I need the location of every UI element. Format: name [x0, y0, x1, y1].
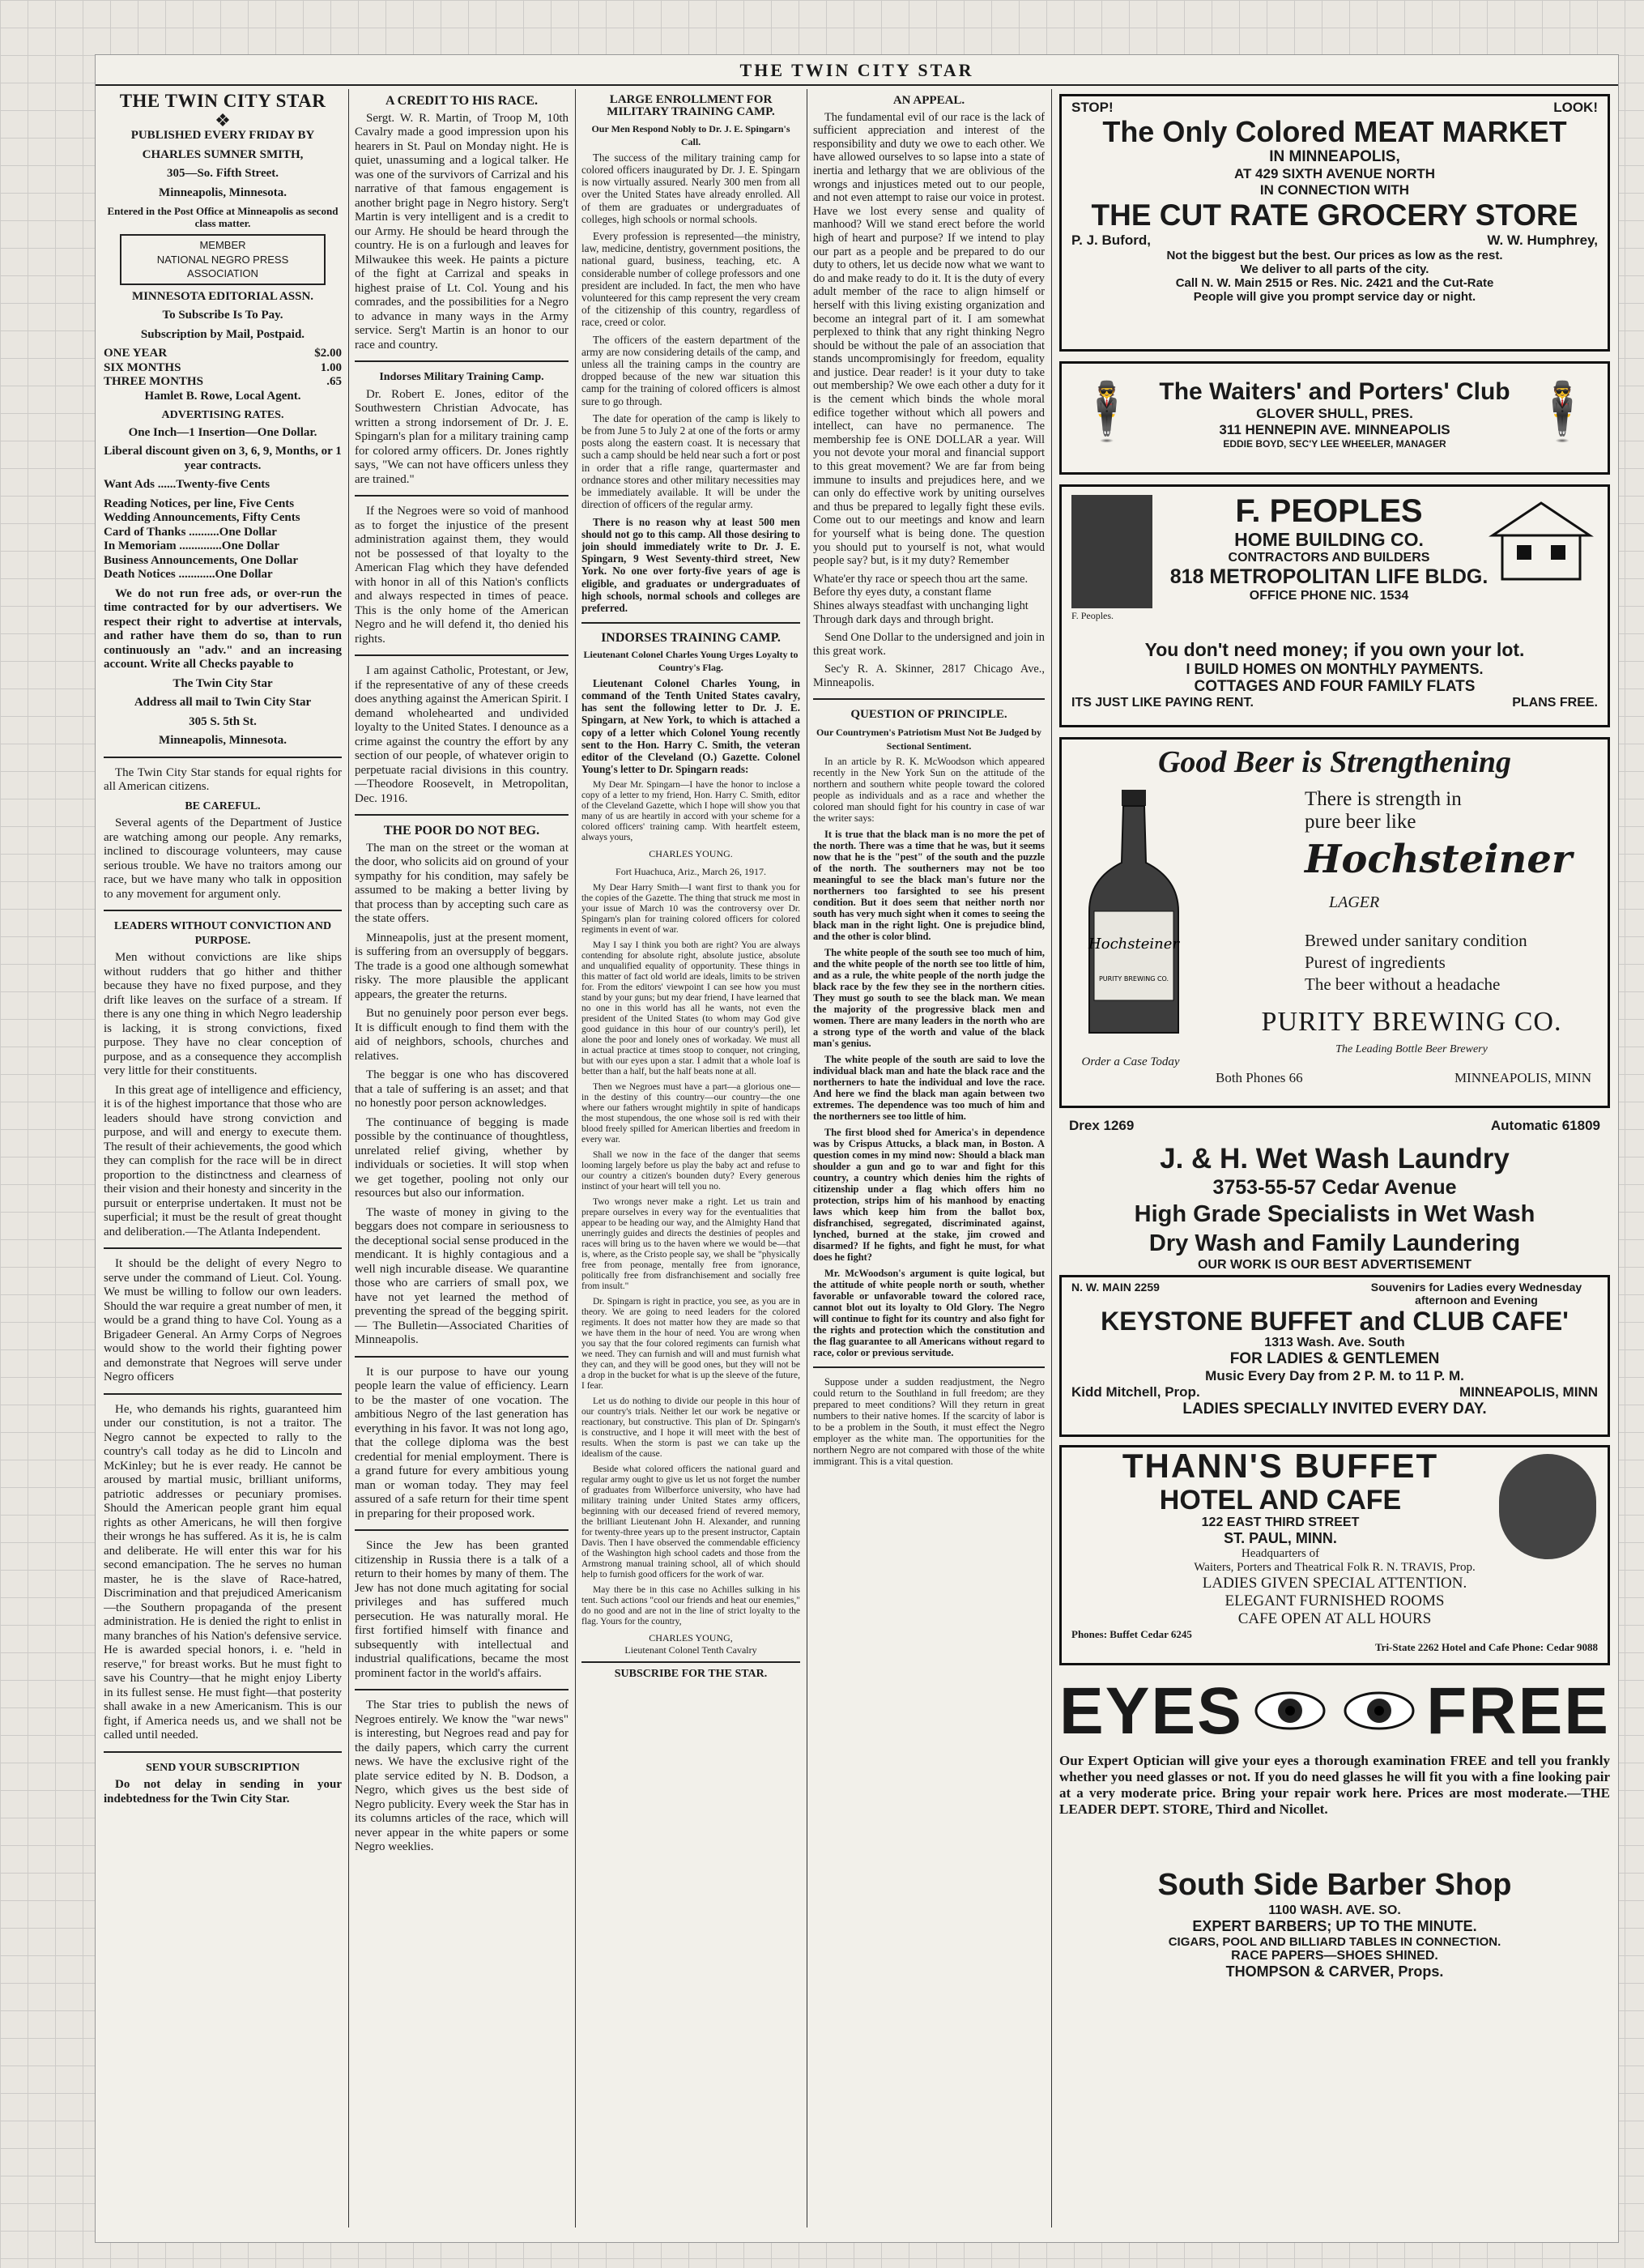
appeal-send: Send One Dollar to the undersigned and join in this great work.	[813, 631, 1045, 658]
ad-line: 818 METROPOLITAN LIFE BLDG.	[1169, 565, 1489, 588]
ad-line: Music Every Day from 2 P. M. to 11 P. M.	[1205, 1368, 1464, 1383]
adv-rate-line: Card of Thanks ..........One Dollar	[104, 525, 277, 539]
leaders-paragraph: In this great age of intelligence and efficiency, it is of the highest importance that those who are leaders should have strong conviction and purpose, and will and energy to execute them. The result of their achievements, the good which they can complish for the race will be in direct proportion to the distinctness and clearness of their vision and their honesty and sincerity in the pursuit or enterprise undertaken. It must not be superficial; it must be the result of great thought and deliberation.—The Atlanta Independent.	[104, 1083, 342, 1238]
principle-heading: QUESTION OF PRINCIPLE.	[850, 707, 1007, 721]
eye-icon	[1343, 1686, 1416, 1735]
free-heading: FREE	[1426, 1674, 1610, 1748]
ad-line: Headquarters of	[1241, 1547, 1320, 1560]
subscribe-heading: SUBSCRIBE FOR THE STAR.	[614, 1668, 768, 1681]
proprietor: Kidd Mitchell, Prop.	[1071, 1384, 1200, 1400]
brewery-city: MINNEAPOLIS, MINN	[1454, 1070, 1591, 1085]
portrait-photo	[1499, 1454, 1596, 1559]
ad-line: CAFE OPEN AT ALL HOURS	[1237, 1610, 1432, 1627]
letter-paragraph: Dr. Spingarn is right in practice, you see, as you are in theory. We are going to need leaders for the colored regiments. It does not matter how they are made so that we have them in the hour of need. You are wrong when you say that the four colored regiments can furnish what we need. They can furnish and will and must furnish what they can, and they will be good ones, but they will not be a drop in the bucket for what is up the sleeve of the future, I fear.	[581, 1296, 800, 1391]
ad-line: 1100 WASH. AVE. SO.	[1268, 1904, 1401, 1917]
meat-market-title: The Only Colored MEAT MARKET	[1102, 115, 1567, 148]
efficiency-text: It is our purpose to have our young people learn the value of efficiency. Learn to be the master of one vocation. The ambitious Negro of the last generation has everything in his favor. It was not long ago, that the college diploma was the best credential for menial employment. There is a grand future for every ambitious young man or woman today. They may feel assured of a safe return for their time spent in preparing for their proposed work.	[355, 1365, 569, 1520]
member-label: MEMBER	[199, 239, 246, 251]
rate-label: SIX MONTHS	[104, 360, 181, 374]
thanns-subtitle: HOTEL AND CAFE	[1159, 1485, 1402, 1516]
bottle-label-company: PURITY BREWING CO.	[1098, 975, 1169, 983]
column-4	[813, 89, 1045, 2228]
porter-figure-icon: 🕴	[1527, 382, 1598, 444]
letter-paragraph: Let us do nothing to divide our people in this hour of our country's trials. Neither let our work be negative or reactionary, but constructive. This plan of Dr. Spingarn's is constructive, and I hope it will meet with the best of results. When the storm is past we can take up the idealism of the cause.	[581, 1396, 800, 1459]
ad-line: ELEGANT FURNISHED ROOMS	[1224, 1592, 1445, 1609]
poem-line: Whate'er thy race or speech thou art the same.	[813, 572, 1029, 586]
send-subscription-heading: SEND YOUR SUBSCRIPTION	[145, 1761, 300, 1774]
principle-paragraph: Mr. McWoodson's argument is quite logical, but the attitude of white people north or south, whether favorable or unfavorable toward the colored race, cannot blot out its loyalty to Old Glory. The Negro will continue to fight for its country and also fight for the rights and protection which the constitution and the flag guarantee to all Americans without regard to race, color or previous servitude.	[813, 1268, 1045, 1359]
divider	[355, 814, 569, 816]
eyes-free-ad	[1059, 1675, 1610, 1861]
laundry-title: J. & H. Wet Wash Laundry	[1160, 1143, 1510, 1174]
postal-notice: Entered in the Post Office at Minneapolis as second class matter.	[107, 205, 339, 229]
ad-line: IN MINNEAPOLIS,	[1269, 148, 1400, 165]
indorses-camp-heading: INDORSES TRAINING CAMP.	[601, 631, 781, 646]
ad-line: Dry Wash and Family Laundering	[1148, 1230, 1521, 1256]
divider	[355, 495, 569, 497]
ad-line: FOR LADIES & GENTLEMEN	[1229, 1350, 1440, 1367]
ad-line: Tri-State 2262 Hotel and Cafe Phone: Cedar 9088	[1374, 1641, 1598, 1653]
local-agent: Hamlet B. Rowe, Local Agent.	[144, 389, 301, 403]
delight-paragraph: It should be the delight of every Negro to serve under the command of Lieut. Col. Young. We must be willing to follow our own leaders. Should the war require a great number of men, it would be a grand thing to have Col. Young as a Brigadeer General. An Army Corps of Negroes would show to the world their fighting power and demonstrate that Negroes will serve under Negro officers	[104, 1257, 342, 1383]
rate-price: 1.00	[320, 360, 342, 374]
ad-line: RACE PAPERS—SHOES SHINED.	[1231, 1949, 1438, 1963]
waiters-club-title: The Waiters' and Porters' Club	[1159, 378, 1510, 405]
loyalty-text: If the Negroes were so void of manhood as to forget the injustice of the present administration against them, they would not be possessed of that loyalty to the American Flag which they have defended with honor in all of this Nation's conflicts and always respected in times of peace. This is the only home of the American Negro and he will defend it, tho denied his rights.	[355, 505, 569, 646]
ad-line: OUR WORK IS OUR BEST ADVERTISEMENT	[1197, 1258, 1472, 1272]
poor-heading: THE POOR DO NOT BEG.	[383, 824, 540, 838]
letter-paragraph: Beside what colored officers the national guard and regular army ought to give us let us not forget the number of graduates from Wilberforce university, who have had military training under United States army officers, beginning with our deceased friend of revered memory, the brilliant Lieutenant John H. Alexander, and running for twenty-three years up to the present instructor, Captain Davis. Then I have observed the commendable efficiency of the Washington high school cadets and those from the Armstrong manual training school, all of which should help to furnish good officers for the work of war.	[581, 1464, 800, 1580]
divider	[813, 1366, 1045, 1368]
poor-paragraph: The man on the street or the woman at the door, who solicits aid on ground of your sympathy for his condition, may safely be assumed to be making a better living by that process than by accepting such care as the state offers.	[355, 841, 569, 925]
subscribe-mail: Subscription by Mail, Postpaid.	[140, 327, 305, 341]
waiter-figure-icon: 🕴	[1071, 382, 1143, 444]
signature-title: Lieutenant Colonel Tenth Cavalry	[624, 1643, 757, 1656]
divider	[104, 910, 342, 911]
brewery-phones: Both Phones 66	[1216, 1070, 1303, 1085]
adv-rate-line: Death Notices ............One Dollar	[104, 568, 273, 581]
ad-line: We deliver to all parts of the city.	[1240, 262, 1429, 276]
optician-text: Our Expert Optician will give your eyes a thorough examination FREE and tell you frankly whether you need glasses or not. If you do need glasses he will fit you with a fine looking pair at a very moderate price. Bring your repair work here. Prices are most moderate.—THE LEADER DEPT. STORE, Third and Nicollet.	[1059, 1753, 1610, 1817]
camp-paragraph: The officers of the eastern department of the army are now considering details of the camp, and unless all the training camps in the country are dropped because of the new war situation this camp for the training of colored officers is almost sure to go through.	[581, 333, 800, 407]
ad-line: pure beer like	[1305, 811, 1416, 833]
rate-row	[104, 361, 342, 376]
association-label: ASSOCIATION	[187, 267, 258, 279]
rate-price: $2.00	[314, 347, 342, 360]
principle-paragraph: It is true that the black man is no more the pet of the north. There was a time that he was, but it seems now that he is the "pest" of the south and the puzzle of the north. The southerners may not be too meaningful to see the black man's future nor the northerners too farsighted to see his present condition. But it does seem that neither north nor south has very much sight when it comes to seeing the black man in the right light. One is prejudice blind, and the other is color blind.	[813, 829, 1045, 943]
poor-paragraph: The waste of money in giving to the beggars does not compare in seriousness to the deceptional social sense produced in the mendicant. It is highly contagious and a well nigh incurable disease. We quarantine those who are carriers of small pox, we have not yet learned the method of preventing the spread of the begging spirit. — The Bulletin—Associated Charities of Minneapolis.	[355, 1205, 569, 1346]
ad-line: 1313 Wash. Ave. South	[1264, 1336, 1405, 1349]
ad-line: LADIES SPECIALLY INVITED EVERY DAY.	[1182, 1400, 1487, 1418]
appeal-secretary: Sec'y R. A. Skinner, 2817 Chicago Ave., Minneapolis.	[813, 663, 1045, 689]
poor-paragraph: Minneapolis, just at the present moment, is suffering from an oversupply of beggars. The trade is a good one although somewhat risky. The more plausible the applicant appears, the greater the returns.	[355, 931, 569, 1001]
letter-paragraph: Then we Negroes must have a part—a glorious one—in the destiny of this country—our country—the one where our fathers wrought mightily in spite of handicaps the most stupendous, the one whose soil is red with their blood freely spilled for American liberties and freedom in every war.	[581, 1081, 800, 1145]
indorses-text: Dr. Robert E. Jones, editor of the Southwestern Christian Advocate, has written a strong indorsement of Dr. J. E. Spingarn's plan for a military training camp for colored army officers. Dr. Jones rightly says, "We can not have officers unless they are trained."	[355, 387, 569, 486]
ad-policy: We do not run free ads, or over-run the time contracted for by our advertisers. We respect their right to advertise at intervals, and rather have them do so, than to run continuously an "adv." and an increasing account. Write all Checks payable to	[104, 586, 342, 671]
letter-place: Fort Huachuca, Ariz., March 26, 1917.	[615, 865, 766, 877]
letter-paragraph: May there be in this case no Achilles sulking in his tent. Such actions "cool our friends and heat our enemies," do no good and are not in the line of strict loyalty to the flag. Yours for the country,	[581, 1584, 800, 1626]
phone-drex: Drex 1269	[1069, 1118, 1135, 1133]
principle-paragraph: In an article by R. K. McWoodson which appeared recently in the New York Sun on the attitude of the northern and southern white people toward the colored people as individuals and as a race and whether the colored man should fight for his country in case of war the writer says:	[813, 756, 1045, 825]
city: MINNEAPOLIS, MINN	[1459, 1384, 1598, 1400]
proprietor: P. J. Buford,	[1071, 232, 1151, 248]
ad-line: Not the biggest but the best. Our prices as low as the rest.	[1166, 249, 1503, 262]
letter-paragraph: May I say I think you both are right? You are always contending for absolute right, absolute justice, absolute and unqualified equality of opportunity. These things in this matter of fact old world are ideals, limits to be striven for. From the editors' viewpoint I can see how you must stand by your guns; but my dear friend, I have learned that no one in this world has all he wants, not even the president of the United States (to whom may God give good guidance in this hour of our country's peril), let alone the poor and lonely ones of workaday. We must all in actual practice at times stoop to conquer, not cringing, but with our eyes upon a star. I admit that a whole loaf is better than a half, but the half beats none at all.	[581, 940, 800, 1076]
street-address: 305 S. 5th St.	[189, 714, 257, 728]
rate-label: THREE MONTHS	[104, 375, 203, 388]
poor-paragraph: The beggar is one who has discovered that a tale of suffering is an asset; and that no honestly poor person acknowledges.	[355, 1068, 569, 1110]
ad-line: I BUILD HOMES ON MONTHLY PAYMENTS.	[1186, 661, 1484, 677]
page-masthead: THE TWIN CITY STAR	[739, 60, 974, 80]
bottle-label-brand: Hochsteiner	[1088, 936, 1179, 953]
eye-icon	[1254, 1686, 1327, 1735]
column-1	[104, 89, 342, 2228]
adv-rate-line: Business Announcements, One Dollar	[104, 553, 299, 567]
adv-rate-line: Liberal discount given on 3, 6, 9, Months, or 1 year contracts.	[104, 445, 342, 472]
ad-line: PLANS FREE.	[1512, 696, 1598, 710]
proprietor: W. W. Humphrey,	[1487, 232, 1598, 248]
meat-market-ad	[1059, 94, 1610, 352]
principle-paragraph: The white people of the south see too much of him, and the white people of the north see too little of him, and as a rule, the white people of the north judge the black race by the few they see in the northern cities. They must go south to see the black man. We mean the majority of the progressive black men and women. There are many leaders in the north who are a strong type of the worth and value of the black man's genius.	[813, 947, 1045, 1050]
young-intro: Lieutenant Colonel Charles Young, in command of the Tenth United States cavalry, has sent the following letter to Dr. J. E. Spingarn, at New York, to which is attached a copy of a letter which Colonel Young recently sent to the Hon. Harry C. Smith, the veteran editor of the Cleveland (O.) Gazette. Colonel Young's letter to Dr. Spingarn reads:	[581, 676, 800, 776]
enrollment-heading: LARGE ENROLLMENT FOR MILITARY TRAINING CAMP.	[607, 93, 775, 119]
house-icon	[1484, 495, 1598, 584]
principle-subheading: Our Countrymen's Patriotism Must Not Be Judged by Sectional Sentiment.	[816, 727, 1042, 752]
publisher-city: Minneapolis, Minnesota.	[159, 185, 287, 199]
barber-title: South Side Barber Shop	[1157, 1868, 1512, 1902]
rights-paragraph: He, who demands his rights, guaranteed him under our constitution, is not a traitor. The Negro cannot be expected to rally to the country's call today as he did to Lincoln and McKinley; but he is ever ready. He cannot be aroused by martial music, brilliant uniforms, patriotic addresses or pecuniary promises. Should the American people grant him equal rights as other Americans, he will then forgive their wrongs he has suffered. As it is, he is calm and deliberate. He will enter this war for his second emancipation. The he serves no human master, he is the slave of Race-hatred, Discrimination and that prejudiced Americanism—the Southern propaganda of the present administration. He is denied the right to enlist in many branches of his Nation's defensive service. He is awarded special honors, i. e. "held in reserve," for breast works. But he must fight to save his Country—that he might enjoy Liberty in its fullest sense. He must fight—that posterity shall awake in a new Americanism. This is our fight, if America needs us, and we shall not be called until needed.	[104, 1402, 342, 1742]
letter-paragraph: My Dear Harry Smith—I want first to thank you for the copies of the Gazette. The thing that struck me most in your issue of March 10 was the controversy over Dr. Spingarn's plan for training colored officers for colored regiments in event of war.	[581, 882, 800, 935]
camp-paragraph: The date for operation of the camp is likely to be from June 5 to July 2 at one of the forts or army posts along the eastern coast. It is necessary that such a camp should be held near such a fort or post in order that a rifle range, quartermaster and ordnance stores and other military necessities may be immediately available. It will be under the direction of officers of the regular army.	[581, 411, 800, 511]
thanns-title: THANN'S BUFFET	[1122, 1447, 1439, 1485]
enrollment-subheading: Our Men Respond Nobly to Dr. J. E. Spingarn's Call.	[591, 123, 790, 147]
keystone-title: KEYSTONE BUFFET and CLUB CAFE'	[1101, 1307, 1569, 1336]
masthead-rule	[96, 84, 1618, 86]
camp-paragraph: There is no reason why at least 500 men should not go to this camp. All those desiring to join should immediately write to Dr. J. E. Spingarn, 9 West Seventy-third street, New York. No one over forty-five years of age is eligible, and graduates or undergraduates of high schools, normal schools and colleges are preferred.	[581, 515, 800, 614]
be-careful-heading: BE CAREFUL.	[185, 799, 261, 812]
souvenir-note: Souvenirs for Ladies every Wednesday afternoon and Evening	[1370, 1281, 1582, 1307]
ad-line: Purest of ingredients	[1305, 953, 1446, 972]
indorses-camp-subheading: Lieutenant Colonel Charles Young Urges Loyalty to Country's Flag.	[583, 649, 799, 673]
ad-line: HOME BUILDING CO.	[1234, 529, 1424, 550]
ad-line: IN CONNECTION WITH	[1259, 182, 1410, 198]
divider	[813, 698, 1045, 700]
publisher-line: PUBLISHED EVERY FRIDAY BY	[130, 129, 315, 142]
mail-address: Address all mail to Twin City Star	[134, 696, 312, 709]
editorial-association: MINNESOTA EDITORIAL ASSN.	[131, 289, 314, 303]
camp-paragraph: Every profession is represented—the ministry, law, medicine, dentistry, government positions, the national guard, business, teaching, etc. A considerable number of college professors and one president are included. In fact, the men who have volunteered for this camp represent the very cream of the citizenship of this country, regardless of race, creed or color.	[581, 230, 800, 329]
rate-label: ONE YEAR	[104, 347, 168, 360]
ad-line: OFFICE PHONE NIC. 1534	[1249, 589, 1409, 603]
leaders-heading: LEADERS WITHOUT CONVICTION AND PURPOSE.	[113, 920, 332, 947]
barber-shop-ad	[1059, 1866, 1610, 1988]
ad-line: The beer without a headache	[1305, 974, 1501, 994]
poor-paragraph: The continuance of begging is made possible by the continuance of thoughtless, unrelated relief giving, whether by individuals or societies. It will stop when we get together, pooling not only our resources but also our information.	[355, 1115, 569, 1200]
publisher-name: CHARLES SUMNER SMITH,	[142, 147, 304, 161]
subscribe-pay: To Subscribe Is To Pay.	[162, 309, 283, 322]
column-rule	[1051, 89, 1052, 2228]
phone-automatic: Automatic 61809	[1490, 1118, 1600, 1133]
lager-label: LAGER	[1329, 893, 1380, 911]
photo-caption: F. Peoples.	[1071, 610, 1114, 621]
divider	[104, 757, 342, 758]
principle-paragraph: Suppose under a sudden readjustment, the Negro could return to the Southland in full freedom; are they prepared to meet conditions? Will they return in great numbers to their native homes. If the scarcity of labor is to be a problem in the South, it must effect the Negro employer as the white man. The opportunities for the northern Negro are not compared with those of the white immigrant. This is a vital question.	[813, 1376, 1045, 1468]
credit-heading: A CREDIT TO HIS RACE.	[385, 94, 539, 108]
phone-number: N. W. MAIN 2259	[1071, 1281, 1160, 1294]
brewery-name: PURITY BREWING CO.	[1261, 1007, 1562, 1037]
ad-line: GLOVER SHULL, PRES.	[1256, 406, 1413, 421]
ad-line: CONTRACTORS AND BUILDERS	[1228, 551, 1430, 565]
ad-line: CIGARS, POOL AND BILLIARD TABLES IN CONNECTION.	[1168, 1935, 1501, 1949]
ad-line: You don't need money; if you own your lot.	[1144, 639, 1525, 660]
ad-line: 122 EAST THIRD STREET	[1201, 1516, 1360, 1529]
divider	[581, 622, 800, 624]
ad-line: AT 429 SIXTH AVENUE NORTH	[1233, 166, 1436, 181]
publisher-address: 305—So. Fifth Street.	[166, 167, 279, 180]
peoples-building-ad	[1059, 484, 1610, 727]
ad-line: EXPERT BARBERS; UP TO THE MINUTE.	[1192, 1918, 1477, 1934]
newspaper-page	[96, 55, 1618, 2242]
beer-slogan: Good Beer is Strengthening	[1157, 745, 1512, 779]
indorses-heading: Indorses Military Training Camp.	[379, 371, 544, 383]
equal-rights-notice: The Twin City Star stands for equal rights for all American citizens.	[104, 765, 342, 793]
advertising-rates-heading: ADVERTISING RATES.	[161, 409, 284, 421]
ad-line: Phones: Buffet Cedar 6245	[1071, 1628, 1192, 1640]
divider	[104, 1751, 342, 1753]
press-name: NATIONAL NEGRO PRESS	[156, 253, 289, 266]
ad-line: Call N. W. Main 2515 or Res. Nic. 2421 and the Cut-Rate	[1175, 276, 1494, 290]
payee-name: The Twin City Star	[172, 676, 273, 690]
principle-paragraph: The white people of the south are said to love the individual black man and hate the black race and the northerners to hate the individual and love the race. And here we find the black man again between two extremes. The dependence was too much of him and the northerners see too little of him.	[813, 1054, 1045, 1123]
adv-rate-line: Want Ads ......Twenty-five Cents	[104, 478, 270, 491]
ad-line: Brewed under sanitary condition	[1305, 931, 1527, 950]
laundry-address: 3753-55-57 Cedar Avenue	[1212, 1176, 1457, 1199]
stop-label: STOP!	[1071, 100, 1114, 115]
grocery-title: THE CUT RATE GROCERY STORE	[1091, 198, 1578, 232]
purity-brewing-ad	[1059, 737, 1610, 1108]
column-rule	[575, 89, 576, 2228]
portrait-photo	[1071, 495, 1152, 608]
ad-line: COTTAGES AND FOUR FAMILY FLATS	[1194, 678, 1476, 695]
city-state: Minneapolis, Minnesota.	[159, 734, 287, 747]
brewery-tagline: The Leading Bottle Beer Brewery	[1335, 1043, 1488, 1055]
ad-line: Waiters, Porters and Theatrical Folk R. N. TRAVIS, Prop.	[1194, 1561, 1476, 1574]
signature: CHARLES YOUNG.	[649, 848, 733, 860]
divider	[104, 1247, 342, 1249]
roosevelt-quote: I am against Catholic, Protestant, or Jew, if the representative of any of these creeds does anything against the American Spirit. I demand wholehearted and undivided loyalty to the United States. I denounce as a crime against the country the effort by any section of our people, of whatever origin to perpetuate racial divisions in this country.—Theodore Roosevelt, in Metropolitan, Dec. 1916.	[355, 664, 569, 805]
ad-line: ITS JUST LIKE PAYING RENT.	[1071, 696, 1254, 710]
poem-line: Through dark days and through bright.	[813, 612, 994, 626]
rate-row	[104, 347, 342, 361]
adv-rate-line: Reading Notices, per line, Five Cents	[104, 497, 295, 510]
credit-text: Sergt. W. R. Martin, of Troop M, 10th Cavalry made a good impression upon his hearers in St. Paul on Monday night. He is quiet, unassuming and a logical talker. He was one of the survivors of Carrizal and his narrative of that famous engagement is another bright page in Negro history. Serg't Martin is very intelligent and is a credit to our Army. He should be heard through the country. He is on a furlough and leaves for Milwaukee this week. He paints a picture of the fight at Carrizal and speaks in highest praise of Lt. Col. Young and his comrades, and the possibilities for a Negro to advance in many ways in the Army service. Serg't Martin is an honor to our race and country.	[355, 111, 569, 352]
column-3	[581, 89, 800, 2228]
order-caption: Order a Case Today	[1081, 1055, 1180, 1068]
ad-line: There is strength in	[1305, 788, 1462, 810]
leaders-paragraph: Men without convictions are like ships without rudders that go hither and thither because they have no fixed purpose, and they drift like leaves on the surface of a stream. If there is any one thing in which Negro leadership is lacking, it is strong convictions, fixed purpose. They have no clear conception of purpose, and as a consequence they accomplish very little for their constituents.	[104, 951, 342, 1077]
divider	[355, 1689, 569, 1690]
column-rule	[348, 89, 349, 2228]
column-2	[355, 89, 569, 2228]
divider	[355, 1356, 569, 1358]
look-label: LOOK!	[1553, 100, 1598, 115]
divider	[355, 654, 569, 656]
ornament-icon: ❖	[215, 109, 231, 130]
adv-rate-line: In Memoriam ..............One Dollar	[104, 539, 280, 552]
paper-nameplate: THE TWIN CITY STAR	[119, 91, 326, 111]
thanns-buffet-ad	[1059, 1445, 1610, 1665]
jew-text: Since the Jew has been granted citizenship in Russia there is a talk of a return to their homes by many of them. The Jew has not done much agitating for social privileges and has suffered much persecution. He was naturally moral. He first fortified himself with finance and subsequently with intellectual and industrial qualifications, became the most prominent factor in the world's affairs.	[355, 1539, 569, 1680]
poor-paragraph: But no genuinely poor person ever begs. It is difficult enough to find them with the aid of neighbors, schools, churches and relatives.	[355, 1007, 569, 1063]
ad-line: ST. PAUL, MINN.	[1224, 1530, 1337, 1546]
ad-line: LADIES GIVEN SPECIAL ATTENTION.	[1202, 1575, 1467, 1592]
principle-paragraph: The first blood shed for America's in dependence was by Crispus Attucks, a black man, in Boston. A question comes in my mind now: Should a black man shoulder a gun and go to war and fight for this country, a country which denies him the rights of citizenship under a flag which offers him no protection, strips him of his manhood by enacting laws which keep him from the ballot box, disfranchised, segregated, discriminated against, lynched, burned at the stake, jim crowed and disarmed? If he fights, and fight he must, for what does he fight?	[813, 1127, 1045, 1264]
ad-line: THOMPSON & CARVER, Props.	[1225, 1963, 1444, 1980]
poem-line: Shines always steadfast with unchanging light	[813, 599, 1029, 612]
letter-paragraph: Shall we now in the face of the danger that seems looming largely before us play the baby act and refuse to our country a citizen's bounden duty? Every generous instinct of your heart will tell you no.	[581, 1149, 800, 1192]
keystone-buffet-ad	[1059, 1275, 1610, 1437]
beer-brand: Hochsteiner	[1305, 837, 1573, 882]
beer-bottle-icon	[1081, 790, 1186, 1041]
send-subscription-text: Do not delay in sending in your indebtedness for the Twin City Star.	[104, 1778, 342, 1805]
ad-line: 311 HENNEPIN AVE. MINNEAPOLIS	[1219, 422, 1450, 437]
signature: CHARLES YOUNG,	[649, 1631, 733, 1643]
eyes-heading: EYES	[1059, 1674, 1243, 1748]
appeal-text: The fundamental evil of our race is the lack of sufficient appreciation and interest of the responsibility and duty we owe to each other. We have allowed ourselves to so lapse into a state of inertia and lethargy that we are oblivious of the wrongs and injustices meted out to our people, and not even attempt to raise our voice in protest. Have we lost every sense and quality of manhood? Will we stand erect before the world high of heart and purpose? If we intend to play our part as a people and be prepared to do our duty to others, let us decide now what we want to do and make ready to do it. It is the duty of every adult member of the race to align himself or herself with this living existing organization and become an integral part of it. I am somewhat perplexed to think that any right thinking Negro should be without the pale of an association that stands uncompromisingly for freedom, equality and justice. Dear reader! is it your duty to take out membership? We owe each other a duty for it is the cement which binds the whole moral edifice together without which all powers and intellect, can have no permanence. The membership fee is ONE DOLLAR a year. Will you not devote your moral and financial support to this great movement? We are far from being immune to insults and prejudices here, and we can only do effective work by uniting ourselves and thus be prepared to legally fight these evils. Come out to our meetings and know and learn for yourself what is being done. The question you should put to yourself is not, what would people say? but, is it my duty? Remember	[813, 110, 1045, 568]
camp-paragraph: The success of the military training camp for colored officers inaugurated by Dr. J. E. Spingarn is now virtually assured. Nearly 300 men from all over the United States have already enrolled. All of them are graduates or undergraduates of colleges, high schools or normal schools.	[581, 151, 800, 225]
poem-line: Before thy eyes duty, a constant flame	[813, 586, 992, 599]
rate-price: .65	[326, 375, 342, 388]
be-careful-text: Several agents of the Department of Justice are watching among our people. Any remarks, inclined to discourage volunteers, may cause serious trouble. We have no traitors among our race, but we have many who talk in opposition to any movement for argument only.	[104, 816, 342, 901]
adv-rate-line: One Inch—1 Insertion—One Dollar.	[128, 425, 317, 439]
rate-row	[104, 375, 342, 390]
appeal-heading: AN APPEAL.	[892, 94, 965, 107]
divider	[104, 1393, 342, 1395]
star-news-text: The Star tries to publish the news of Negroes entirely. We know the "war news" is interesting, but Negroes read and pay for the daily papers, which carry the current news. We have the exclusive right of the plate service edited by N. B. Dodson, a Negro, which gives us the best side of Negro publicity. Every week the Star has in its columns articles of the race, which will never appear in the white papers or some Negro weeklies.	[355, 1699, 569, 1853]
adv-rate-line: Wedding Announcements, Fifty Cents	[104, 511, 300, 524]
letter-paragraph: Two wrongs never make a right. Let us train and prepare ourselves in every way for the eventualities that appear to be heading our way, and the Almighty Hand that unerringly guides and directs the destinies of peoples and races will bring us to the haven where we would be—that is, where, as the Cristo people say, we shall be "physically free from peonage, mentally free from ignorance, politically free from disfranchisement and socially free from insult."	[581, 1196, 800, 1291]
divider	[581, 1661, 800, 1663]
press-association-box	[120, 234, 326, 285]
ad-line: EDDIE BOYD, SEC'Y LEE WHEELER, MANAGER	[1223, 438, 1446, 450]
letter-spingarn: My Dear Mr. Spingarn—I have the honor to inclose a copy of a letter to my friend, Hon. Harry C. Smith, editor of the Cleveland Gazette, which I hope will show you that many of us are heartily in accord with your scheme for a colored officers' training camp. With heartfelt esteem, always yours,	[581, 780, 800, 843]
waiters-club-ad	[1059, 361, 1610, 475]
divider	[355, 1529, 569, 1531]
ad-line: People will give you prompt service day or night.	[1193, 290, 1476, 304]
divider	[355, 360, 569, 362]
ad-line: High Grade Specialists in Wet Wash	[1134, 1201, 1535, 1227]
peoples-title: F. PEOPLES	[1235, 493, 1423, 529]
laundry-ad	[1059, 1118, 1610, 1270]
